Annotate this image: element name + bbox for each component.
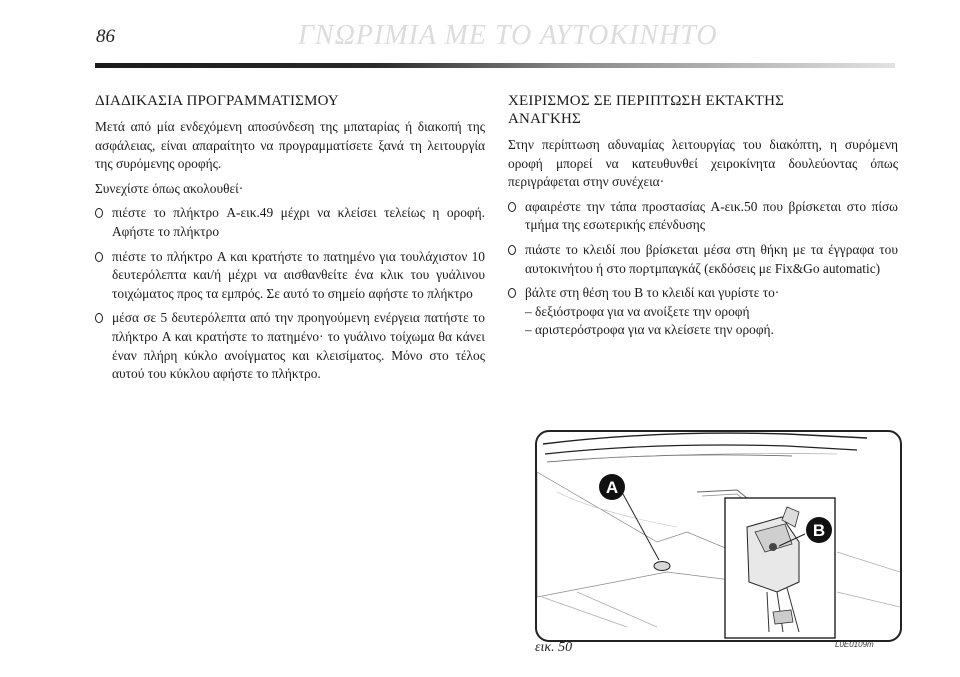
list-item (95, 204, 485, 241)
header-rule (95, 63, 895, 68)
page-header-title: ΓΝΩΡΙΜΙΑ ΜΕ ΤΟ ΑΥΤΟΚΙΝΗΤΟ (298, 20, 718, 51)
left-intro: Μετά από μία ενδεχόμενη αποσύνδεση της μπαταρίας ή διακοπή της ασφάλειας, είναι απαραίτητο να προγραμματίσετε ξανά τη λειτουργία της συρόμενης οροφής. (95, 119, 485, 172)
bullet-icon (508, 245, 516, 255)
list-sub-item: – δεξιόστροφα για να ανοίξετε την οροφή (525, 303, 750, 319)
bullet-icon (95, 208, 103, 218)
roof-frame-line (545, 445, 857, 454)
page-number: 86 (96, 26, 115, 47)
list-item-text: πιέστε το πλήκτρο A-εικ.49 μέχρι να κλείσει τελείως η οροφή. Αφήστε το πλήκτρο (112, 205, 485, 239)
right-bullet-list (508, 198, 898, 340)
protection-cap (654, 562, 670, 571)
list-item-text: αφαιρέστε την τάπα προστασίας A-εικ.50 που βρίσκεται στο πίσω τμήμα της εσωτερικής επένδυσης (525, 198, 898, 233)
section-title-emergency (508, 92, 898, 128)
section-title-line: ΑΝΑΓΚΗΣ (508, 111, 581, 127)
leader-line-a (623, 494, 659, 560)
bullet-icon (95, 313, 103, 323)
list-item-text: βάλτε στη θέση του B το κλειδί και γυρίστε το· (525, 285, 780, 301)
left-bullet-list (95, 204, 485, 383)
list-item (508, 241, 898, 278)
list-item (508, 284, 898, 340)
roof-illustration (535, 430, 902, 642)
list-item (95, 309, 485, 383)
headliner-line (542, 592, 657, 627)
left-column (95, 92, 485, 390)
figure-caption: εικ. 50 (535, 640, 573, 655)
roof-frame-line (547, 455, 792, 462)
bullet-icon (508, 288, 516, 298)
right-intro: Στην περίπτωση αδυναμίας λειτουργίας του διακόπτη, η συρόμενη οροφή μπορεί να κατευθυνθεί χειροκίνητα δουλεύοντας όπως περιγράφεται στην συνέχεια· (508, 137, 898, 190)
list-item-text: πιάστε το κλειδί που βρίσκεται μέσα στη θήκη με τα έγγραφα του αυτοκινήτου ή στο πορτμπαγκάζ (εκδόσεις με Fix&Go automatic) (525, 241, 898, 276)
section-title-line: ΧΕΙΡΙΣΜΟΣ ΣΕ ΠΕΡΙΠΤΩΣΗ ΕΚΤΑΚΤΗΣ (508, 93, 785, 109)
list-item-text: μέσα σε 5 δευτερόλεπτα από την προηγούμενη ενέργεια πατήστε το πλήκτρο A και κρατήστε το πατημένο· το γυάλινο τοίχωμα θα κάνει έναν πλήρη κύκλο ανοίγματος και κλεισίματος. Μόνο στο τέλος αυτού του κύκλου αφήστε το πλήκτρο. (112, 310, 485, 382)
label-a: A (605, 478, 619, 497)
section-title-programming: ΔΙΑΔΙΚΑΣΙΑ ΠΡΟΓΡΑΜΜΑΤΙΣΜΟΥ (95, 93, 339, 109)
roof-frame-line (543, 433, 867, 444)
bullet-icon (95, 252, 103, 262)
left-lead: Συνεχίστε όπως ακολουθεί· (95, 180, 244, 196)
right-column (508, 92, 898, 346)
list-item-text: πιέστε το πλήκτρο A και κρατήστε το πατημένο για τουλάχιστον 10 δευτερόλεπτα και/ή μέχρι να αισθανθείτε ένα κλικ του γυάλινου τοιχώματος προς τα εμπρός. Σε αυτό το σημείο αφήστε το πλήκτρο (112, 248, 485, 301)
key-socket (769, 543, 777, 551)
label-b: B (812, 521, 826, 540)
list-item (508, 198, 898, 235)
roof-illustration-svg (537, 432, 900, 640)
bullet-icon (508, 202, 516, 212)
headliner-line (837, 552, 900, 607)
roof-frame-line (567, 454, 837, 460)
list-item (95, 248, 485, 304)
list-sub-item: – αριστερόστροφα για να κλείσετε την οροφή. (525, 322, 774, 338)
figure-code: L0E0109m (835, 640, 874, 649)
connector (773, 610, 793, 624)
